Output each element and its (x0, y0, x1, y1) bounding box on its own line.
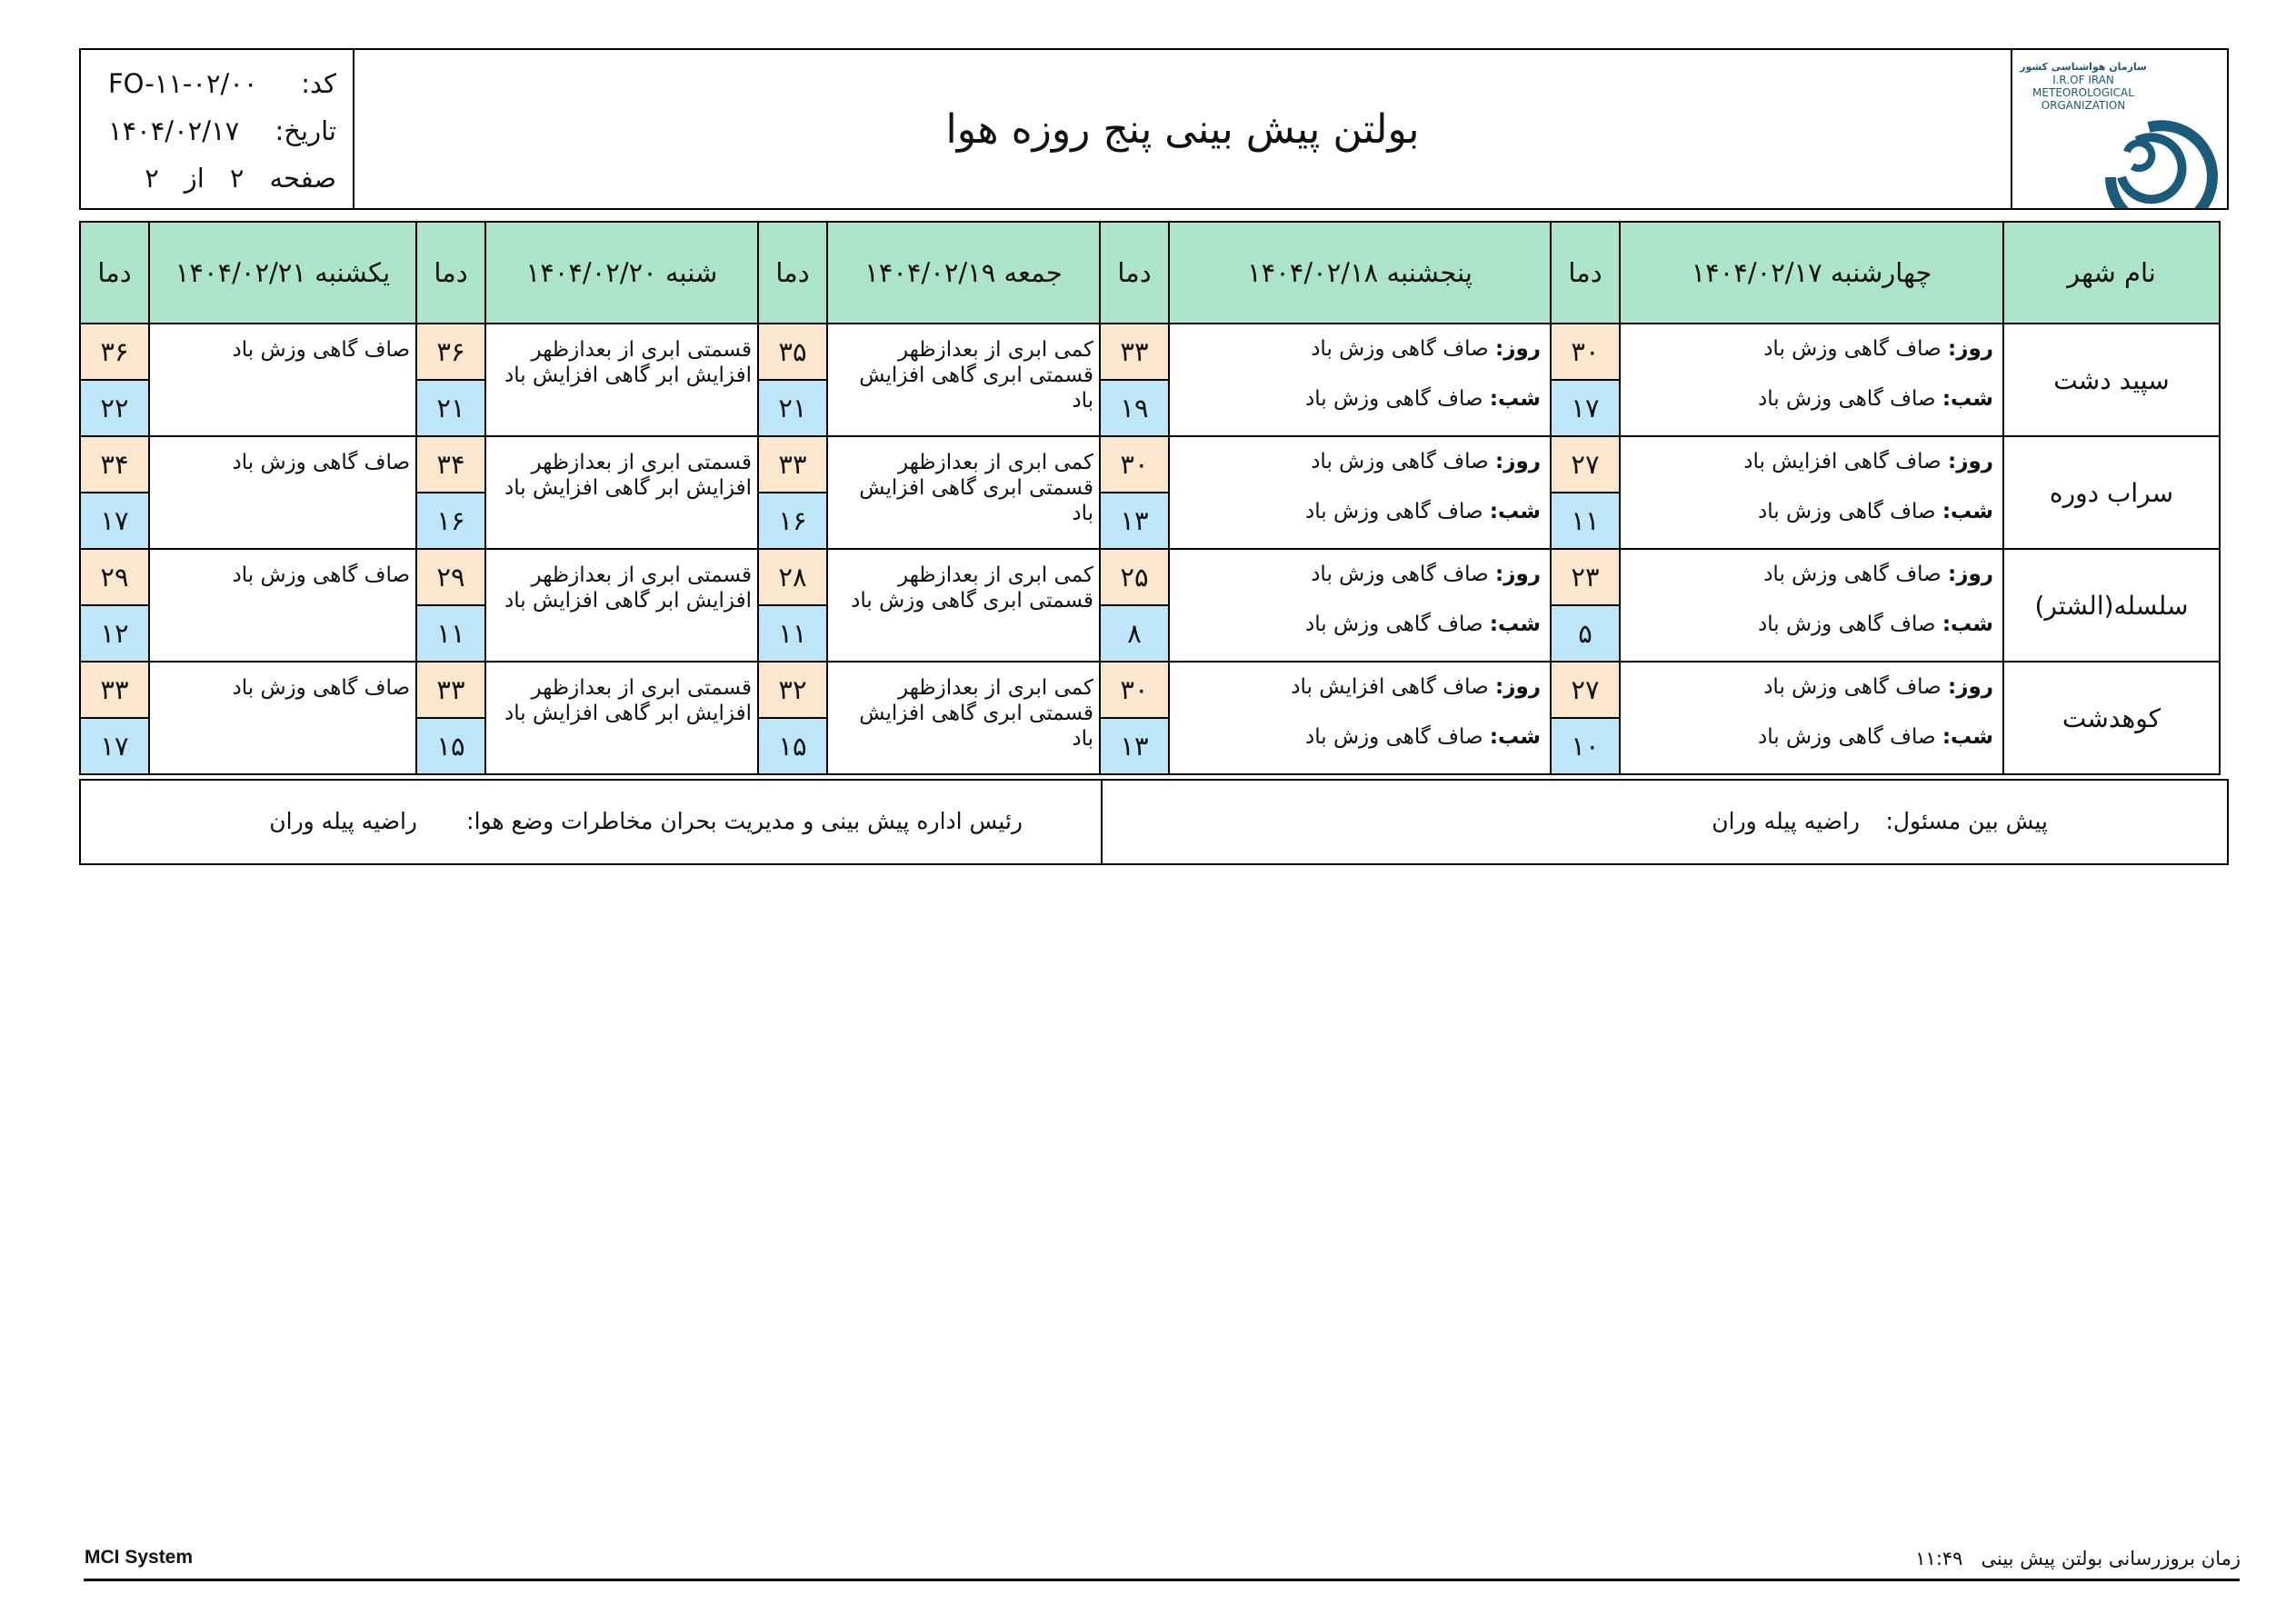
max-temp: ۳۶ (80, 324, 149, 380)
forecaster-name: راضیه پیله وران (1712, 808, 1860, 834)
night-label: شب: (1489, 387, 1541, 411)
forecast-day-night (1620, 436, 2003, 549)
min-temp: ۲۲ (80, 380, 149, 436)
day-header: شنبه ۱۴۰۴/۰۲/۲۰ (485, 222, 758, 324)
max-temp: ۳۶ (416, 324, 485, 380)
city-name: سلسله(الشتر) (2003, 549, 2220, 662)
max-temp: ۳۳ (1100, 324, 1169, 380)
day-description: صاف گاهی وزش باد (1763, 675, 1942, 699)
night-label: شب: (1942, 613, 1993, 636)
forecast-description: کمی ابری از بعدازظهر قسمتی ابری گاهی افزایش باد (827, 436, 1100, 549)
day-label: روز: (1495, 563, 1541, 586)
table-row (80, 662, 2220, 718)
document-info (81, 50, 354, 208)
day-label: روز: (1495, 450, 1541, 473)
day-description: صاف گاهی وزش باد (1311, 563, 1489, 586)
max-temp: ۳۳ (758, 436, 827, 493)
min-temp: ۱۳ (1100, 493, 1169, 549)
forecast-day-night (1169, 662, 1551, 774)
logo-text (2020, 61, 2147, 112)
city-name: سراب دوره (2003, 436, 2220, 549)
head-name: راضیه پیله وران (269, 808, 417, 834)
day-description: صاف گاهی وزش باد (1763, 337, 1942, 361)
forecast-description: صاف گاهی وزش باد (149, 436, 416, 549)
temp-column-header: دما (1551, 222, 1620, 324)
logo-en-line1: I.R.OF IRAN (2052, 74, 2114, 86)
code-row (108, 65, 336, 102)
min-temp: ۲۱ (758, 380, 827, 436)
max-temp: ۳۵ (758, 324, 827, 380)
day-description: صاف گاهی افزایش باد (1743, 450, 1942, 473)
table-row (80, 324, 2220, 380)
night-description: صاف گاهی وزش باد (1758, 500, 1936, 523)
max-temp: ۲۹ (80, 549, 149, 605)
day-header: جمعه ۱۴۰۴/۰۲/۱۹ (827, 222, 1100, 324)
page-total: ۲ (145, 163, 159, 194)
min-temp: ۸ (1100, 605, 1169, 662)
city-name: کوهدشت (2003, 662, 2220, 774)
forecast-day-night (1620, 324, 2003, 436)
forecast-day-night (1169, 549, 1551, 662)
min-temp: ۱۱ (416, 605, 485, 662)
forecaster-label: پیش بین مسئول: (1885, 808, 2048, 834)
min-temp: ۱۹ (1100, 380, 1169, 436)
max-temp: ۲۹ (416, 549, 485, 605)
day-header: پنجشنبه ۱۴۰۴/۰۲/۱۸ (1169, 222, 1551, 324)
max-temp: ۳۰ (1551, 324, 1620, 380)
min-temp: ۱۷ (80, 718, 149, 774)
max-temp: ۳۰ (1100, 662, 1169, 718)
max-temp: ۳۳ (416, 662, 485, 718)
forecast-description: قسمتی ابری از بعدازظهر افزایش ابر گاهی افزایش باد (485, 436, 758, 549)
forecast-table (79, 221, 2221, 775)
forecast-description: صاف گاهی وزش باد (149, 549, 416, 662)
forecast-day-night (1169, 436, 1551, 549)
min-temp: ۱۱ (758, 605, 827, 662)
update-label: زمان بروزرسانی بولتن پیش بینی (1981, 1548, 2241, 1569)
max-temp: ۳۳ (80, 662, 149, 718)
max-temp: ۳۰ (1100, 436, 1169, 493)
temp-column-header: دما (1100, 222, 1169, 324)
forecast-description: قسمتی ابری از بعدازظهر افزایش ابر گاهی افزایش باد (485, 324, 758, 436)
max-temp: ۲۵ (1100, 549, 1169, 605)
night-label: شب: (1489, 613, 1541, 636)
footer-divider (84, 1579, 2240, 1581)
day-description: صاف گاهی وزش باد (1311, 337, 1489, 361)
night-description: صاف گاهی وزش باد (1305, 725, 1483, 749)
forecast-description: صاف گاهی وزش باد (149, 324, 416, 436)
forecast-description: قسمتی ابری از بعدازظهر افزایش ابر گاهی افزایش باد (485, 662, 758, 774)
forecast-day-night (1620, 662, 2003, 774)
forecast-description: کمی ابری از بعدازظهر قسمتی ابری گاهی افزایش باد (827, 662, 1100, 774)
day-description: صاف گاهی وزش باد (1763, 563, 1942, 586)
min-temp: ۵ (1551, 605, 1620, 662)
max-temp: ۲۸ (758, 549, 827, 605)
max-temp: ۲۷ (1551, 662, 1620, 718)
day-label: روز: (1495, 337, 1541, 361)
night-description: صاف گاهی وزش باد (1758, 725, 1936, 749)
max-temp: ۳۲ (758, 662, 827, 718)
forecast-description: صاف گاهی وزش باد (149, 662, 416, 774)
min-temp: ۱۶ (758, 493, 827, 549)
max-temp: ۲۷ (1551, 436, 1620, 493)
min-temp: ۲۱ (416, 380, 485, 436)
night-description: صاف گاهی وزش باد (1758, 613, 1936, 636)
table-header-row (80, 222, 2220, 324)
code-value: FO-۱۱-۰۲/۰۰ (108, 68, 258, 99)
page-title: بولتن پیش بینی پنج روزه هوا (945, 105, 1420, 153)
date-row (108, 113, 336, 149)
signature-box (79, 779, 2229, 865)
system-name: MCI System (85, 1547, 194, 1568)
forecast-day-night (1620, 549, 2003, 662)
head-label: رئیس اداره پیش بینی و مدیریت بحران مخاطرات وضع هوا: (466, 808, 1023, 834)
min-temp: ۱۷ (1551, 380, 1620, 436)
page-row (108, 160, 336, 196)
page-of: از (184, 163, 205, 194)
night-label: شب: (1489, 725, 1541, 749)
night-label: شب: (1942, 725, 1993, 749)
logo-en-line3: ORGANIZATION (2041, 99, 2126, 112)
night-label: شب: (1489, 500, 1541, 523)
night-description: صاف گاهی وزش باد (1305, 387, 1483, 411)
temp-column-header: دما (758, 222, 827, 324)
min-temp: ۱۱ (1551, 493, 1620, 549)
forecaster-signature (1101, 781, 2227, 863)
city-name: سپید دشت (2003, 324, 2220, 436)
city-column-header: نام شهر (2003, 222, 2220, 324)
date-label: تاریخ: (275, 115, 336, 146)
night-description: صاف گاهی وزش باد (1305, 613, 1483, 636)
max-temp: ۳۴ (416, 436, 485, 493)
max-temp: ۳۴ (80, 436, 149, 493)
day-label: روز: (1948, 450, 1993, 473)
day-description: صاف گاهی افزایش باد (1291, 675, 1489, 699)
logo-en-line2: METEOROLOGICAL (2032, 86, 2134, 99)
max-temp: ۲۳ (1551, 549, 1620, 605)
forecast-day-night (1169, 324, 1551, 436)
bulletin-header (79, 48, 2229, 210)
temp-column-header: دما (80, 222, 149, 324)
temp-column-header: دما (416, 222, 485, 324)
min-temp: ۱۲ (80, 605, 149, 662)
update-time (1915, 1548, 2241, 1569)
day-label: روز: (1948, 337, 1993, 361)
min-temp: ۱۶ (416, 493, 485, 549)
min-temp: ۱۳ (1100, 718, 1169, 774)
day-label: روز: (1495, 675, 1541, 699)
table-row (80, 436, 2220, 493)
page-current: ۲ (229, 163, 245, 194)
night-description: صاف گاهی وزش باد (1758, 387, 1936, 411)
forecast-description: قسمتی ابری از بعدازظهر افزایش ابر گاهی افزایش باد (485, 549, 758, 662)
page-label: صفحه (269, 163, 336, 194)
min-temp: ۱۵ (758, 718, 827, 774)
forecast-description: کمی ابری از بعدازظهر قسمتی ابری گاهی وزش باد (827, 549, 1100, 662)
day-header: چهارشنبه ۱۴۰۴/۰۲/۱۷ (1620, 222, 2003, 324)
min-temp: ۱۷ (80, 493, 149, 549)
night-label: شب: (1942, 387, 1993, 411)
min-temp: ۱۰ (1551, 718, 1620, 774)
table-row (80, 549, 2220, 605)
code-label: کد: (301, 68, 336, 99)
day-header: یکشنبه ۱۴۰۴/۰۲/۲۱ (149, 222, 416, 324)
forecast-description: کمی ابری از بعدازظهر قسمتی ابری گاهی افزایش باد (827, 324, 1100, 436)
min-temp: ۱۵ (416, 718, 485, 774)
night-description: صاف گاهی وزش باد (1305, 500, 1483, 523)
logo-fa-text: سازمان هواشناسی کشور (2020, 61, 2147, 73)
day-label: روز: (1948, 563, 1993, 586)
day-label: روز: (1948, 675, 1993, 699)
logo-cell (2011, 50, 2227, 208)
night-label: شب: (1942, 500, 1993, 523)
head-signature (81, 781, 1101, 863)
update-time-value: ۱۱:۴۹ (1915, 1548, 1963, 1569)
day-description: صاف گاهی وزش باد (1311, 450, 1489, 473)
date-value: ۱۴۰۴/۰۲/۱۷ (108, 115, 240, 146)
